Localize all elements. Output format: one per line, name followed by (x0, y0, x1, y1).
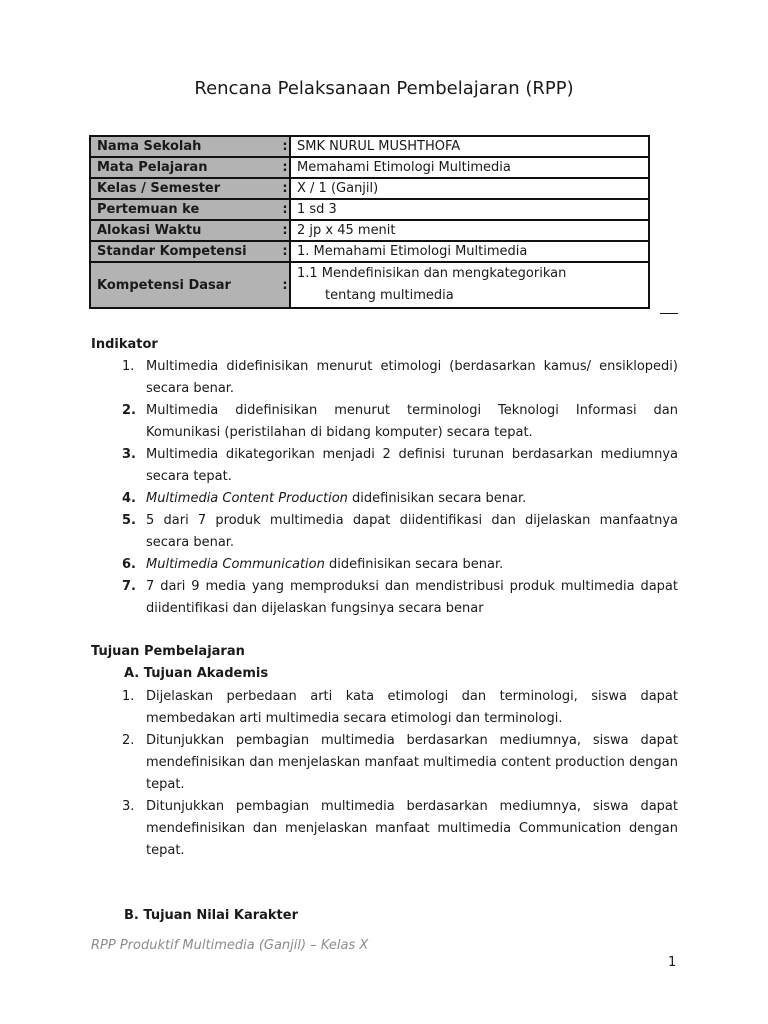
info-colon: : (281, 157, 290, 178)
list-text (146, 554, 678, 576)
list-number: 1. (122, 689, 135, 704)
info-label: Kompetensi Dasar (90, 262, 281, 308)
list-text-rest: didefinisikan secara benar. (347, 491, 527, 506)
info-row (90, 157, 649, 178)
list-number: 2. (122, 403, 136, 418)
info-value: SMK NURUL MUSHTHOFA (290, 136, 649, 157)
list-item (122, 488, 678, 510)
list-text: Multimedia didefinisikan menurut etimologi (berdasarkan kamus/ ensiklopedi) secara benar. (146, 359, 678, 396)
info-label: Kelas / Semester (90, 178, 281, 199)
document-title: Rencana Pelaksanaan Pembelajaran (RPP) (194, 78, 574, 99)
list-number: 3. (122, 799, 135, 814)
list-text: Ditunjukkan pembagian multimedia berdasarkan mediumnya, siswa dapat mendefinisikan dan menjelaskan manfaat multimedia content production dengan tepat. (146, 733, 678, 792)
info-value: 1 sd 3 (290, 199, 649, 220)
list-item (122, 510, 678, 554)
list-number: 5. (122, 513, 136, 528)
indikator-heading: Indikator (91, 337, 158, 352)
list-text: Ditunjukkan pembagian multimedia berdasarkan mediumnya, siswa dapat mendefinisikan dan menjelaskan manfaat multimedia Communication dengan tepat. (146, 799, 678, 858)
list-item (122, 796, 678, 862)
info-colon: : (281, 262, 290, 308)
info-value: 2 jp x 45 menit (290, 220, 649, 241)
info-row (90, 136, 649, 157)
list-number: 6. (122, 557, 136, 572)
list-number: 2. (122, 733, 135, 748)
tujuan-karakter-heading: B. Tujuan Nilai Karakter (124, 908, 298, 923)
info-colon: : (281, 241, 290, 262)
info-label: Mata Pelajaran (90, 157, 281, 178)
info-row (90, 178, 649, 199)
info-colon: : (281, 178, 290, 199)
list-text-rest: didefinisikan secara benar. (324, 557, 504, 572)
info-label: Alokasi Waktu (90, 220, 281, 241)
list-text: Multimedia dikategorikan menjadi 2 definisi turunan berdasarkan mediumnya secara tepat. (146, 447, 678, 484)
info-colon: : (281, 199, 290, 220)
list-text: Dijelaskan perbedaan arti kata etimologi dan terminologi, siswa dapat membedakan arti multimedia secara etimologi dan terminologi. (146, 689, 678, 726)
info-value (290, 262, 649, 308)
list-item (122, 730, 678, 796)
list-item (122, 356, 678, 400)
list-item (122, 554, 678, 576)
indikator-list (122, 356, 678, 620)
tujuan-akademis-heading: A. Tujuan Akademis (124, 666, 269, 681)
info-row (90, 241, 649, 262)
info-colon: : (281, 136, 290, 157)
info-label: Pertemuan ke (90, 199, 281, 220)
kd-line-2: tentang multimedia (325, 288, 454, 303)
list-emphasis: Multimedia Communication (146, 557, 325, 572)
kd-line-1: 1.1 Mendefinisikan dan mengkategorikan (297, 266, 567, 281)
list-number: 3. (122, 447, 136, 462)
tujuan-list (122, 686, 678, 862)
list-number: 7. (122, 579, 136, 594)
info-label: Nama Sekolah (90, 136, 281, 157)
info-value: 1. Memahami Etimologi Multimedia (290, 241, 649, 262)
list-item (122, 400, 678, 444)
info-row (90, 199, 649, 220)
list-item (122, 444, 678, 488)
info-value: X / 1 (Ganjil) (290, 178, 649, 199)
list-emphasis: Multimedia Content Production (146, 491, 348, 506)
list-text: Multimedia didefinisikan menurut terminologi Teknologi Informasi dan Komunikasi (peristilahan di bidang komputer) secara tepat. (146, 403, 678, 440)
list-text: 5 dari 7 produk multimedia dapat diidentifikasi dan dijelaskan manfaatnya secara benar. (146, 513, 678, 550)
list-number: 4. (122, 491, 136, 506)
info-row-kompetensi-dasar (90, 262, 649, 308)
info-row (90, 220, 649, 241)
list-item (122, 686, 678, 730)
info-colon: : (281, 220, 290, 241)
info-label: Standar Kompetensi (90, 241, 281, 262)
table-underline (660, 313, 678, 314)
info-table (89, 135, 650, 309)
list-item (122, 576, 678, 620)
list-number: 1. (122, 359, 135, 374)
info-value: Memahami Etimologi Multimedia (290, 157, 649, 178)
tujuan-heading: Tujuan Pembelajaran (91, 644, 245, 659)
list-text: 7 dari 9 media yang memproduksi dan mendistribusi produk multimedia dapat diidentifikasi dan dijelaskan fungsinya secara benar (146, 579, 678, 616)
page-footer: RPP Produktif Multimedia (Ganjil) – Kelas X (91, 938, 369, 953)
list-text (146, 488, 678, 510)
page-number: 1 (668, 955, 677, 970)
